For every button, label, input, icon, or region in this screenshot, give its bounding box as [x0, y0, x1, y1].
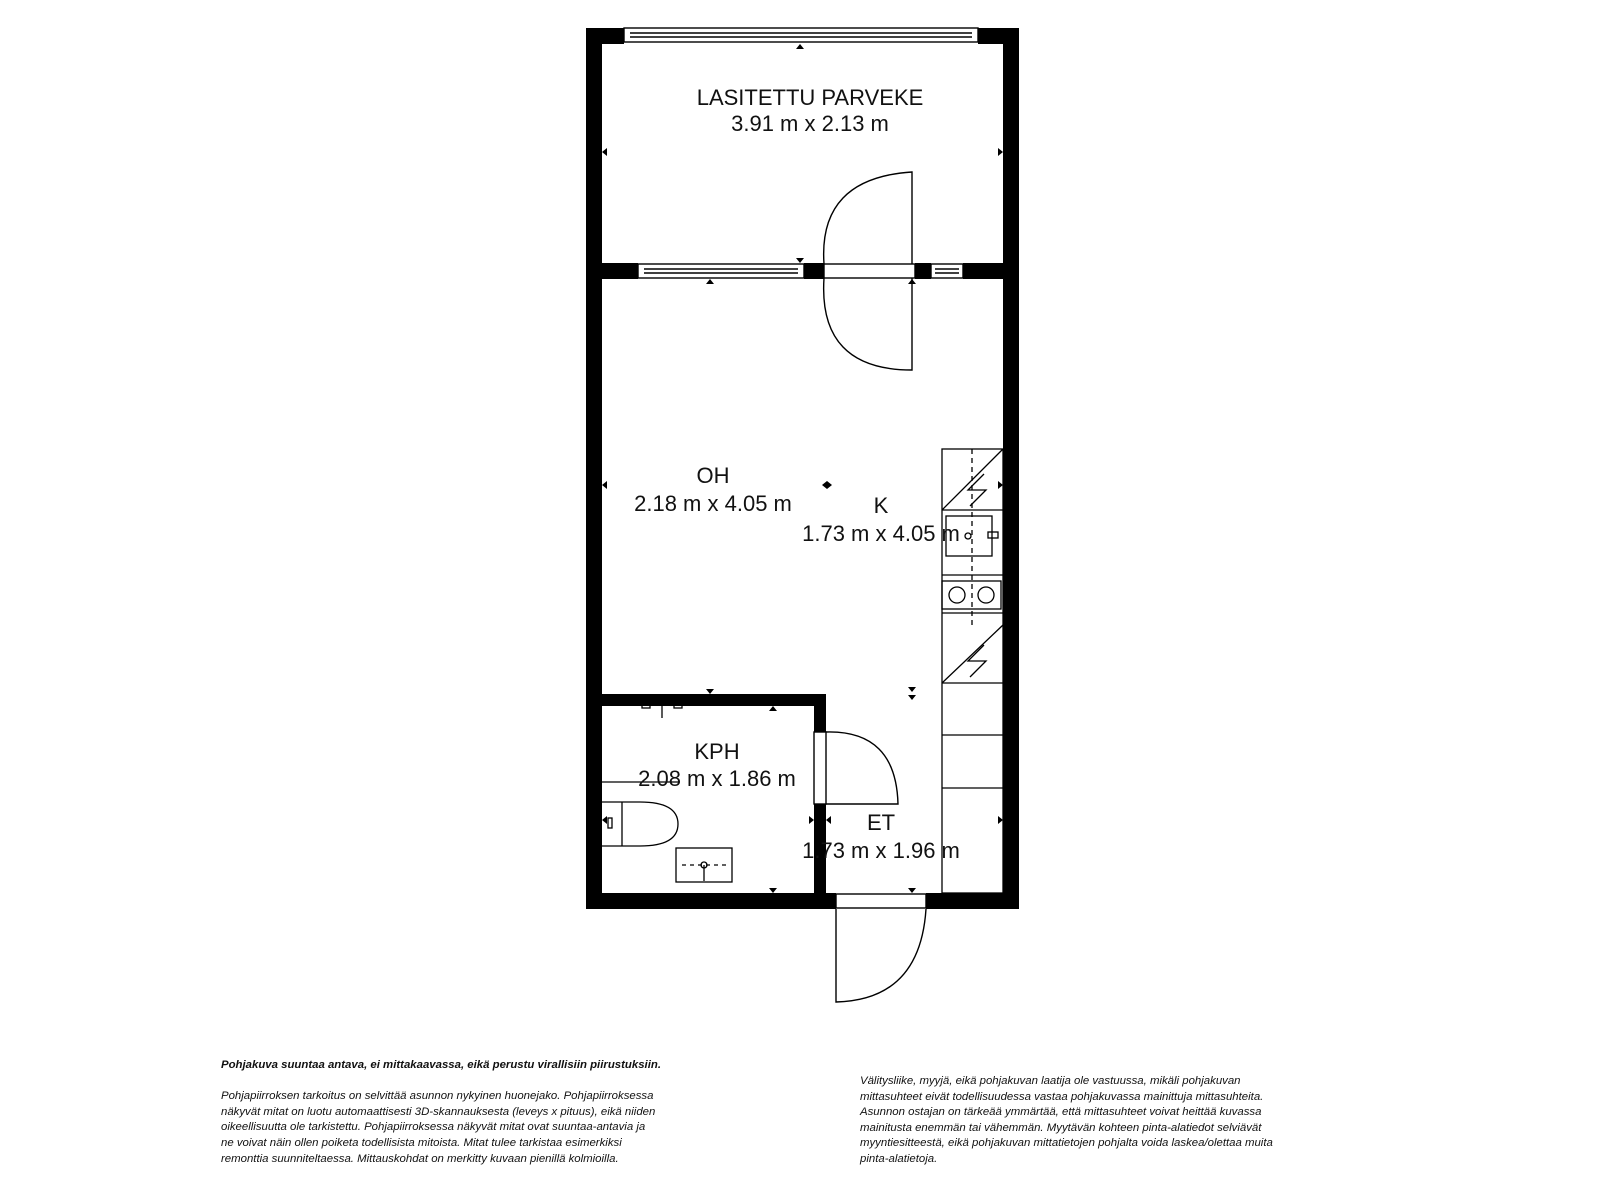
oven-icon: [942, 625, 1003, 683]
disclaimer-left-line: Pohjapiirroksen tarkoitus on selvittää asunnon nykyinen huonejako. Pohjapiirroksessa: [221, 1090, 654, 1103]
kitchen-size: 1.73 m x 4.05 m: [802, 521, 960, 546]
bathroom-name: KPH: [694, 739, 740, 764]
disclaimer-heading: Pohjakuva suuntaa antava, ei mittakaavassa, eikä perustu virallisiin piirustuksiin.: [221, 1059, 661, 1071]
disclaimer-right-line: myyntiesitteestä, eikä pohjakuvan mittatietojen pohjalta voida laskea/olettaa muita: [860, 1137, 1273, 1150]
doors: [824, 172, 926, 1002]
room-labels: [634, 85, 960, 863]
kitchen-name: K: [873, 493, 889, 518]
disclaimer-right-line: pinta-alatietoja.: [860, 1152, 938, 1165]
window-partition-left: [638, 264, 804, 278]
disclaimer-right-line: mainitusta enemmän tai vähemmän. Myytävän kohteen pinta-alatiedot selviävät: [860, 1121, 1262, 1134]
disclaimer-right-line: Asunnon ostajan on tärkeää ymmärtää, että mittasuhteet voivat heittää kuvassa: [860, 1106, 1262, 1119]
balcony-name: LASITETTU PARVEKE: [696, 85, 924, 110]
entrance-size: 1.73 m x 1.96 m: [802, 838, 960, 863]
disclaimer-left: [221, 1058, 781, 1167]
disclaimer-right-line: Välitysliike, myyjä, eikä pohjakuvan laatija ole vastuussa, mikäli pohjakuvan: [860, 1075, 1241, 1087]
living-name: OH: [696, 463, 730, 488]
entrance-name: ET: [866, 810, 896, 835]
bathroom-size: 2.08 m x 1.86 m: [638, 766, 796, 791]
balcony-size: 3.91 m x 2.13 m: [731, 111, 889, 136]
window-top: [624, 28, 978, 42]
disclaimer-right: [860, 1074, 1400, 1168]
disclaimer-left-line: ne voivat näin ollen poiketa todellisista mitoista. Mitat tulee tarkistaa esimerkiksi: [221, 1136, 622, 1149]
disclaimer-left-line: näkyvät mitat on luotu automaattisesti 3D-skannauksesta (leveys x pituus), eikä niiden: [221, 1105, 656, 1118]
kitchen-fixtures: [942, 449, 1003, 893]
disclaimer-right-line: mittasuhteet eivät todellisuudessa vastaa pohjakuvassa mainittuja mittasuhteita.: [860, 1090, 1264, 1103]
living-size: 2.18 m x 4.05 m: [634, 491, 792, 516]
toilet-icon: [602, 802, 678, 846]
disclaimer-left-line: remonttia suunniteltaessa. Mittauskohdat on merkitty kuvaan pienillä kolmioilla.: [221, 1152, 619, 1165]
window-partition-right: [931, 264, 963, 278]
disclaimer-left-line: oikeellisuutta ole tarkistettu. Pohjapiirroksessa näkyvät mitat ovat suuntaa-antavia ja: [221, 1121, 646, 1134]
bathroom-door: [826, 732, 898, 804]
entrance-door: [836, 909, 926, 1002]
bathroom-fixtures: [602, 702, 732, 882]
